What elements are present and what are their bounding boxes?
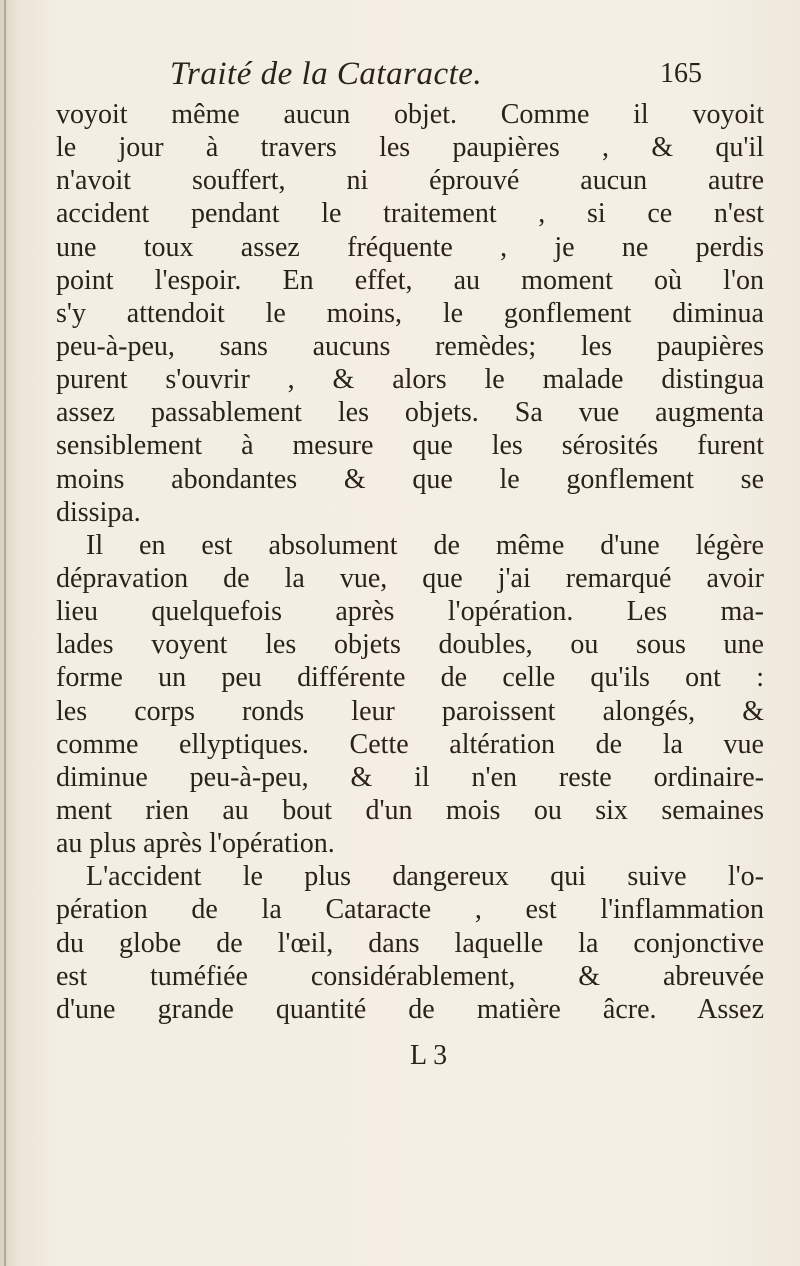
text-line: diminue peu-à-peu, & il n'en reste ordinaire-	[56, 761, 764, 793]
text-line: du globe de l'œil, dans laquelle la conjonctive	[56, 927, 764, 959]
text-line: le jour à travers les paupières , & qu'il	[56, 132, 764, 164]
text-line: moins abondantes & que le gonflement se	[56, 463, 764, 495]
text-line: ment rien au bout d'un mois ou six semaines	[56, 794, 764, 826]
body-text	[56, 98, 764, 1026]
text-line: est tuméfiée considérablement, & abreuvée	[56, 960, 764, 992]
text-line: s'y attendoit le moins, le gonflement diminua	[56, 297, 764, 329]
text-line: pération de la Cataracte , est l'inflammation	[56, 894, 764, 926]
text-line: peu-à-peu, sans aucuns remèdes; les paupières	[56, 330, 764, 362]
page-gutter	[4, 0, 6, 1266]
text-line: comme ellyptiques. Cette altération de la vue	[56, 728, 764, 760]
text-line: accident pendant le traitement , si ce n'est	[56, 198, 764, 230]
text-line: assez passablement les objets. Sa vue augmenta	[56, 397, 764, 429]
signature-mark: L 3	[410, 1040, 448, 1071]
text-line: dépravation de la vue, que j'ai remarqué avoir	[56, 562, 764, 594]
text-line: lieu quelquefois après l'opération. Les ma-	[56, 596, 764, 628]
text-line: point l'espoir. En effet, au moment où l'on	[56, 264, 764, 296]
text-line: d'une grande quantité de matière âcre. Assez	[56, 993, 764, 1025]
paragraph-start-line: L'accident le plus dangereux qui suive l'o-	[86, 861, 764, 893]
text-line: une toux assez fréquente , je ne perdis	[56, 231, 764, 263]
text-line: purent s'ouvrir , & alors le malade distingua	[56, 364, 764, 396]
text-line: lades voyent les objets doubles, ou sous une	[56, 629, 764, 661]
page-header	[0, 56, 800, 102]
text-line: forme un peu différente de celle qu'ils ont :	[56, 662, 764, 694]
text-line: voyoit même aucun objet. Comme il voyoit	[56, 99, 764, 130]
page-number: 165	[660, 58, 702, 89]
text-line: dissipa.	[56, 496, 141, 528]
text-line: les corps ronds leur paroissent alongés, &	[56, 695, 764, 727]
text-line: au plus après l'opération.	[56, 828, 335, 860]
running-title: Traité de la Cataracte.	[170, 56, 483, 92]
text-line: sensiblement à mesure que les sérosités furent	[56, 430, 764, 462]
paragraph-start-line: Il en est absolument de même d'une légère	[86, 529, 764, 561]
text-line: n'avoit souffert, ni éprouvé aucun autre	[56, 165, 764, 197]
